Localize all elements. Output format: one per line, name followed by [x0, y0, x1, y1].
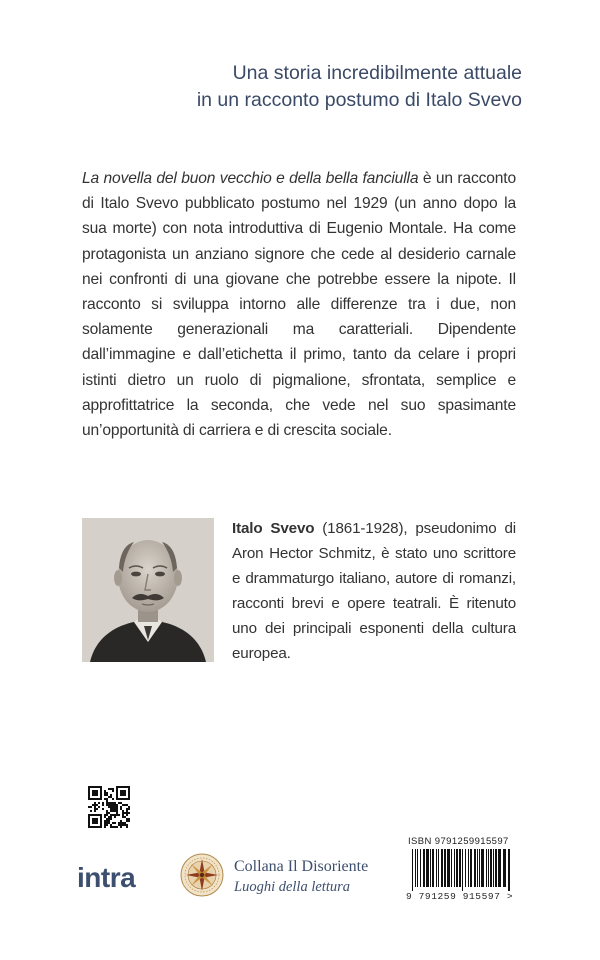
series-name: Collana Il Disoriente: [234, 858, 369, 875]
author-portrait: [82, 518, 214, 662]
barcode-digits: 9 791259 915597 >: [406, 891, 514, 902]
tagline-line-1: Una storia incredibilmente attuale: [232, 62, 522, 84]
series-block: [234, 857, 368, 897]
synopsis-body: è un racconto di Italo Svevo pubblicato postumo nel 1929 (un anno dopo la sua morte) con nota introduttiva di Eugenio Montale. Ha come protagonista un anziano signore che cede al desiderio carnale nei confronti di una giovane che potrebbe essere la nipote. Il racconto si sviluppa intorno alle differenze tra i due, non solamente generazionali ma caratteriali. Dipendente dall’immagine e dall’etichetta il primo, tanto da celare i propri istinti dietro un ruolo di pigmalione, sfrontata, semplice e approfittatrice la seconda, che vede nel suo spasimante un’opportunità di carriera e di crescita sociale.: [82, 170, 516, 440]
barcode-icon: [406, 849, 516, 891]
author-portrait-image: [82, 518, 214, 662]
series-subtitle: Luoghi della lettura: [234, 879, 350, 895]
author-bio: [232, 516, 516, 666]
isbn-label: ISBN 9791259915597: [408, 836, 509, 847]
qr-code-icon: [88, 786, 130, 828]
book-title: La novella del buon vecchio e della bella fanciulla: [82, 170, 419, 187]
tagline: [197, 60, 522, 114]
tagline-line-2: in un racconto postumo di Italo Svevo: [196, 89, 522, 111]
synopsis-paragraph: [82, 166, 516, 443]
author-bio-text: (1861-1928), pseudonimo di Aron Hector Schmitz, è stato uno scrittore e drammaturgo italiano, autore di romanzi, racconti brevi e opere teatrali. È ritenuto uno dei principali esponenti della cultura europea.: [232, 520, 516, 662]
compass-rose-icon: [180, 853, 224, 897]
publisher-logo: intra: [77, 862, 136, 893]
author-name: Italo Svevo: [232, 520, 315, 537]
